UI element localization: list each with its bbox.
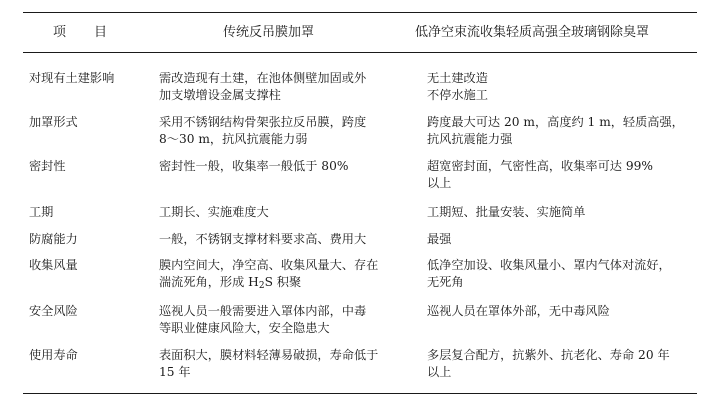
cell-line: 不停水施工: [427, 88, 488, 102]
cell-line: 低净空加设、收集风量小、罩内气体对流好，: [427, 258, 671, 272]
row-new: [427, 257, 697, 291]
row-item: 防腐能力: [29, 232, 78, 246]
row-new: [427, 158, 697, 192]
table-header-rule: [23, 52, 697, 53]
cell-line: 无死角: [427, 275, 464, 289]
row-item: 对现有土建影响: [29, 71, 115, 85]
row-traditional: [159, 347, 399, 381]
header-traditional: 传统反吊膜加罩: [223, 25, 315, 40]
cell-line: 8～30 m，抗风抗震能力弱: [159, 132, 308, 146]
cell-line: 巡视人员在罩体外部，无中毒风险: [427, 304, 610, 318]
cell-line: 15 年: [159, 365, 191, 379]
cell-line: 工期短、批量安装、实施简单: [427, 205, 586, 219]
row-new: [427, 114, 697, 148]
table-top-rule: [23, 12, 697, 13]
cell-line: 密封性一般，收集率一般低于 80%: [159, 159, 349, 173]
cell-line: 采用不锈钢结构骨架张拉反吊膜，跨度: [159, 115, 367, 129]
table-bottom-rule: [23, 393, 697, 394]
row-traditional: [159, 204, 399, 221]
row-item: 密封性: [29, 159, 66, 173]
row-traditional: [159, 303, 399, 337]
cell-line: 等职业健康风险大，安全隐患大: [159, 321, 330, 335]
cell-line: 超宽密封面，气密性高，收集率可达 99%: [427, 159, 653, 173]
row-new: [427, 204, 697, 221]
row-new: [427, 70, 697, 104]
row-new: [427, 303, 697, 320]
row-traditional: [159, 114, 399, 148]
cell-line: 表面积大，膜材料轻薄易破损，寿命低于: [159, 348, 379, 362]
cell-line: 需改造现有土建，在池体侧壁加固或外: [159, 71, 367, 85]
row-item: 加罩形式: [29, 115, 78, 129]
header-item: 项目: [53, 25, 136, 40]
row-new: [427, 347, 697, 381]
cell-line: 跨度最大可达 20 m，高度约 1 m，轻质高强，: [427, 115, 684, 129]
row-traditional: [159, 158, 399, 175]
cell-line: 多层复合配方，抗紫外、抗老化、寿命 20 年: [427, 348, 670, 362]
cell-line: 以上: [427, 176, 452, 190]
cell-line: 工期长、实施难度大: [159, 205, 269, 219]
row-item: 工期: [29, 205, 54, 219]
header-new: 低净空束流收集轻质高强全玻璃钢除臭罩: [415, 25, 650, 40]
row-traditional: [159, 70, 399, 104]
row-traditional: [159, 231, 399, 248]
row-item: 使用寿命: [29, 348, 78, 362]
cell-line: 抗风抗震能力强: [427, 132, 513, 146]
row-item: 安全风险: [29, 304, 78, 318]
cell-line: 无土建改造: [427, 71, 488, 85]
row-item: 收集风量: [29, 258, 78, 272]
cell-line-h2s: 湍流死角，形成 $H_2S$ 积聚: [159, 275, 302, 291]
cell-line: 巡视人员一般需要进入罩体内部，中毒: [159, 304, 367, 318]
cell-line: 加支墩增设金属支撑柱: [159, 88, 281, 102]
cell-line: 最强: [427, 232, 452, 246]
row-new: [427, 231, 697, 248]
cell-line: 以上: [427, 365, 452, 379]
row-traditional: [159, 257, 399, 291]
cell-line: 一般，不锈钢支撑材料要求高、费用大: [159, 232, 367, 246]
cell-line: 膜内空间大，净空高、收集风量大、存在: [159, 258, 379, 272]
